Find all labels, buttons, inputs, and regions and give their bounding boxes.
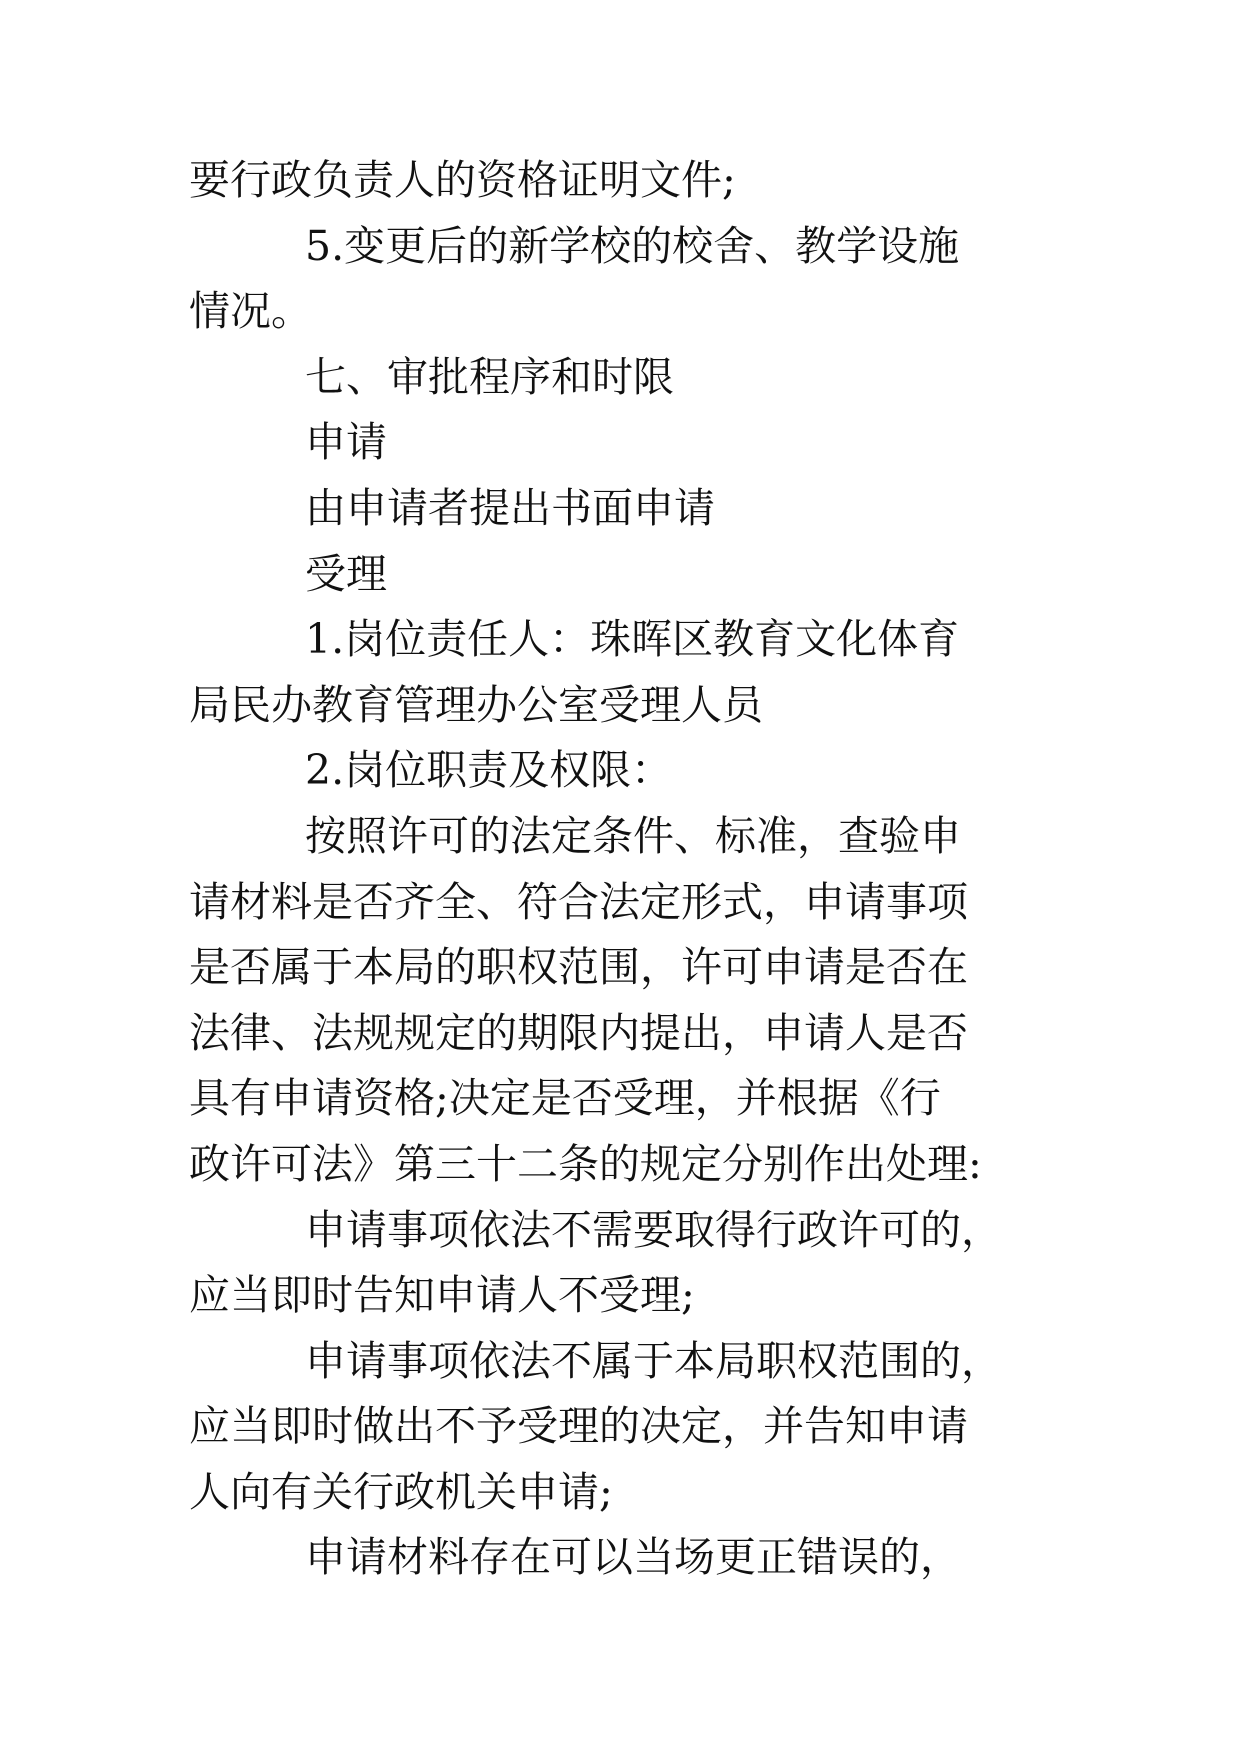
text-line: 请材料是否齐全、符合法定形式，申请事项	[189, 877, 968, 926]
document-text-body	[189, 148, 1069, 1591]
text-line: 人向有关行政机关申请;	[189, 1467, 613, 1516]
text-line: 是否属于本局的职权范围，许可申请是否在	[189, 943, 968, 992]
text-line: 申请材料存在可以当场更正错误的，	[305, 1533, 961, 1582]
text-line: 受理	[305, 549, 387, 598]
text-line: 局民办教育管理办公室受理人员	[189, 680, 763, 729]
text-line: 应当即时做出不予受理的决定，并告知申请	[189, 1402, 968, 1451]
text-line: 情况。	[189, 287, 312, 336]
text-line: 2.岗位职责及权限：	[305, 746, 673, 795]
text-line: 具有申请资格;决定是否受理，并根据《行	[189, 1074, 941, 1123]
text-line: 申请事项依法不属于本局职权范围的，	[305, 1336, 1002, 1385]
text-line: 5.变更后的新学校的校舍、教学设施	[305, 221, 960, 270]
text-line: 申请事项依法不需要取得行政许可的，	[305, 1205, 1002, 1254]
text-line: 申请	[305, 418, 387, 467]
text-line: 1.岗位责任人：珠晖区教育文化体育	[305, 615, 960, 664]
text-line: 按照许可的法定条件、标准，查验申	[305, 811, 961, 860]
text-line: 政许可法》第三十二条的规定分别作出处理:	[189, 1139, 982, 1188]
text-line: 七、审批程序和时限	[305, 352, 674, 401]
text-line: 由申请者提出书面申请	[305, 483, 715, 532]
text-line: 应当即时告知申请人不受理;	[189, 1271, 695, 1320]
text-line: 法律、法规规定的期限内提出，申请人是否	[189, 1008, 968, 1057]
text-line: 要行政负责人的资格证明文件;	[189, 156, 736, 204]
